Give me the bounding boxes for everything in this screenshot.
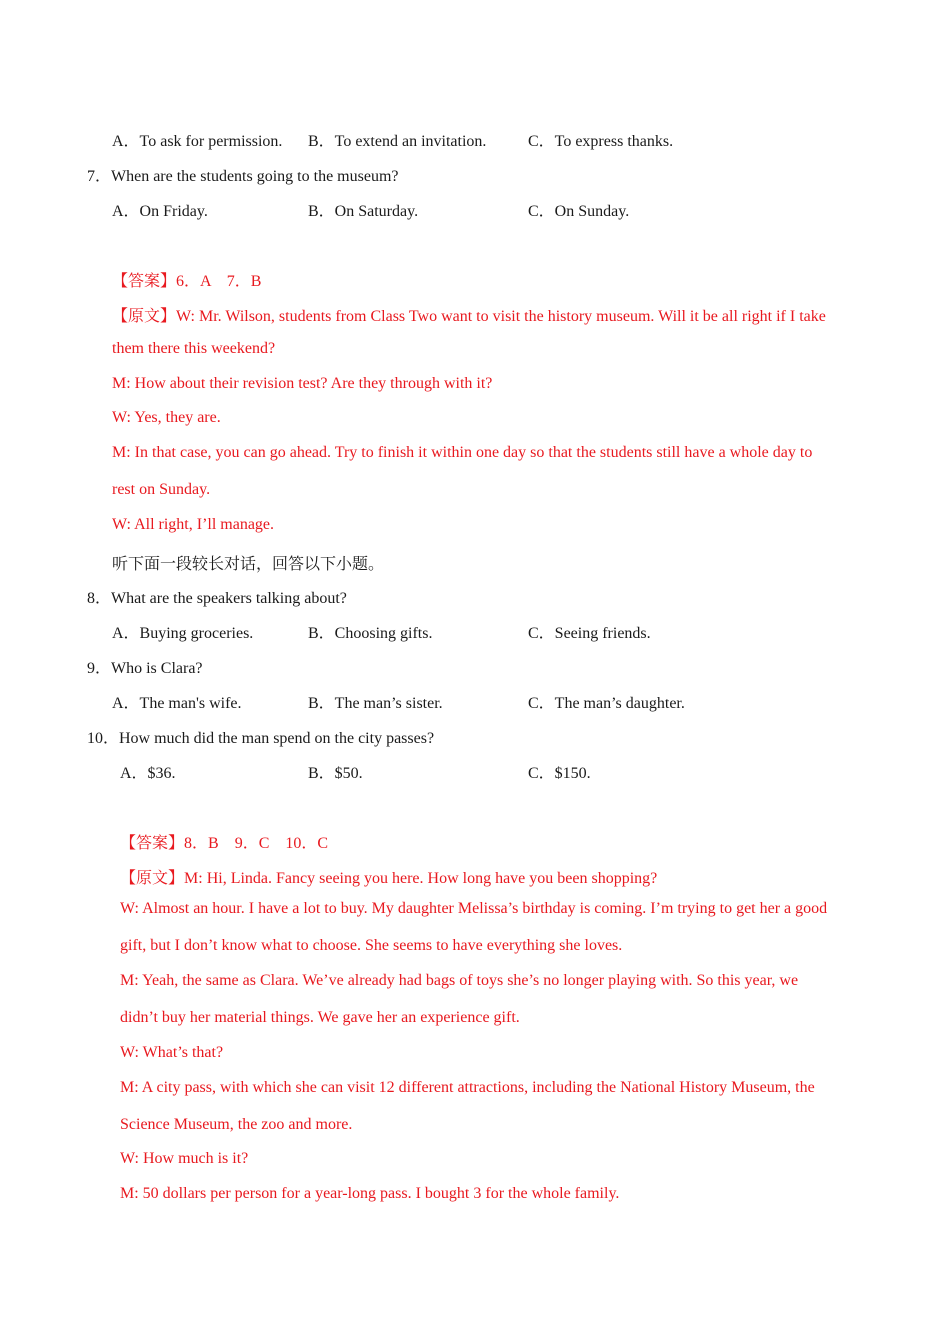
- q9-option-a: A．The man's wife.: [112, 695, 242, 712]
- transcript1-line5: M: In that case, you can go ahead. Try to finish it within one day so that the students still have a whole day to: [112, 444, 813, 461]
- q6-option-a: A．To ask for permission.: [112, 133, 283, 150]
- q9-question: 9．Who is Clara?: [87, 660, 203, 677]
- section-instruction: 听下面一段较长对话，回答以下小题。: [112, 556, 385, 573]
- q7-option-a: A．On Friday.: [112, 203, 208, 220]
- q6-option-b: B．To extend an invitation.: [308, 133, 487, 150]
- transcript2-line2: W: Almost an hour. I have a lot to buy. My daughter Melissa’s birthday is coming. I’m trying to get her a good: [120, 900, 828, 917]
- transcript2-line1: [120, 865, 657, 888]
- q8-option-c: C．Seeing friends.: [528, 625, 651, 642]
- q7-option-c: C．On Sunday.: [528, 203, 630, 220]
- answer-text: 8．B 9．C 10．C: [184, 835, 329, 852]
- transcript-text: W: Mr. Wilson, students from Class Two want to visit the history museum. Will it be all right if I take: [176, 308, 826, 325]
- transcript1-line4: W: Yes, they are.: [112, 409, 221, 426]
- transcript1-line6: rest on Sunday.: [112, 481, 211, 498]
- transcript2-line3: gift, but I don’t know what to choose. She seems to have everything she loves.: [120, 937, 623, 954]
- q8-question: 8．What are the speakers talking about?: [87, 590, 347, 607]
- answer-label: 【答案】: [120, 835, 185, 852]
- q9-option-b: B．The man’s sister.: [308, 695, 443, 712]
- q8-option-b: B．Choosing gifts.: [308, 625, 433, 642]
- transcript2-line4: M: Yeah, the same as Clara. We’ve already had bags of toys she’s no longer playing with. So this year, we: [120, 972, 799, 989]
- q8-option-a: A．Buying groceries.: [112, 625, 254, 642]
- transcript1-line2: them there this weekend?: [112, 340, 276, 357]
- q10-question: 10．How much did the man spend on the city passes?: [87, 730, 435, 747]
- q7-option-b: B．On Saturday.: [308, 203, 419, 220]
- q7-question: 7．When are the students going to the museum?: [87, 168, 399, 185]
- transcript-label: 【原文】: [112, 308, 177, 325]
- transcript2-line10: M: 50 dollars per person for a year-long pass. I bought 3 for the whole family.: [120, 1185, 620, 1202]
- answer-block-2: [120, 830, 328, 853]
- transcript2-line5: didn’t buy her material things. We gave her an experience gift.: [120, 1009, 520, 1026]
- q6-option-c: C．To express thanks.: [528, 133, 674, 150]
- transcript1-line3: M: How about their revision test? Are they through with it?: [112, 375, 493, 392]
- transcript2-line7: M: A city pass, with which she can visit 12 different attractions, including the National History Museum, the: [120, 1079, 815, 1096]
- transcript1-line7: W: All right, I’ll manage.: [112, 516, 275, 533]
- q10-option-c: C．$150.: [528, 765, 591, 782]
- answer-block-1: [112, 268, 261, 291]
- transcript2-line8: Science Museum, the zoo and more.: [120, 1116, 353, 1133]
- transcript2-line9: W: How much is it?: [120, 1150, 249, 1167]
- q10-option-a: A．$36.: [120, 765, 176, 782]
- answer-text: 6．A 7．B: [176, 273, 262, 290]
- transcript-text: M: Hi, Linda. Fancy seeing you here. How long have you been shopping?: [184, 870, 658, 887]
- transcript2-line6: W: What’s that?: [120, 1044, 224, 1061]
- answer-label: 【答案】: [112, 273, 177, 290]
- transcript-label: 【原文】: [120, 870, 185, 887]
- q10-option-b: B．$50.: [308, 765, 363, 782]
- transcript1-line1: [112, 303, 826, 326]
- q9-option-c: C．The man’s daughter.: [528, 695, 685, 712]
